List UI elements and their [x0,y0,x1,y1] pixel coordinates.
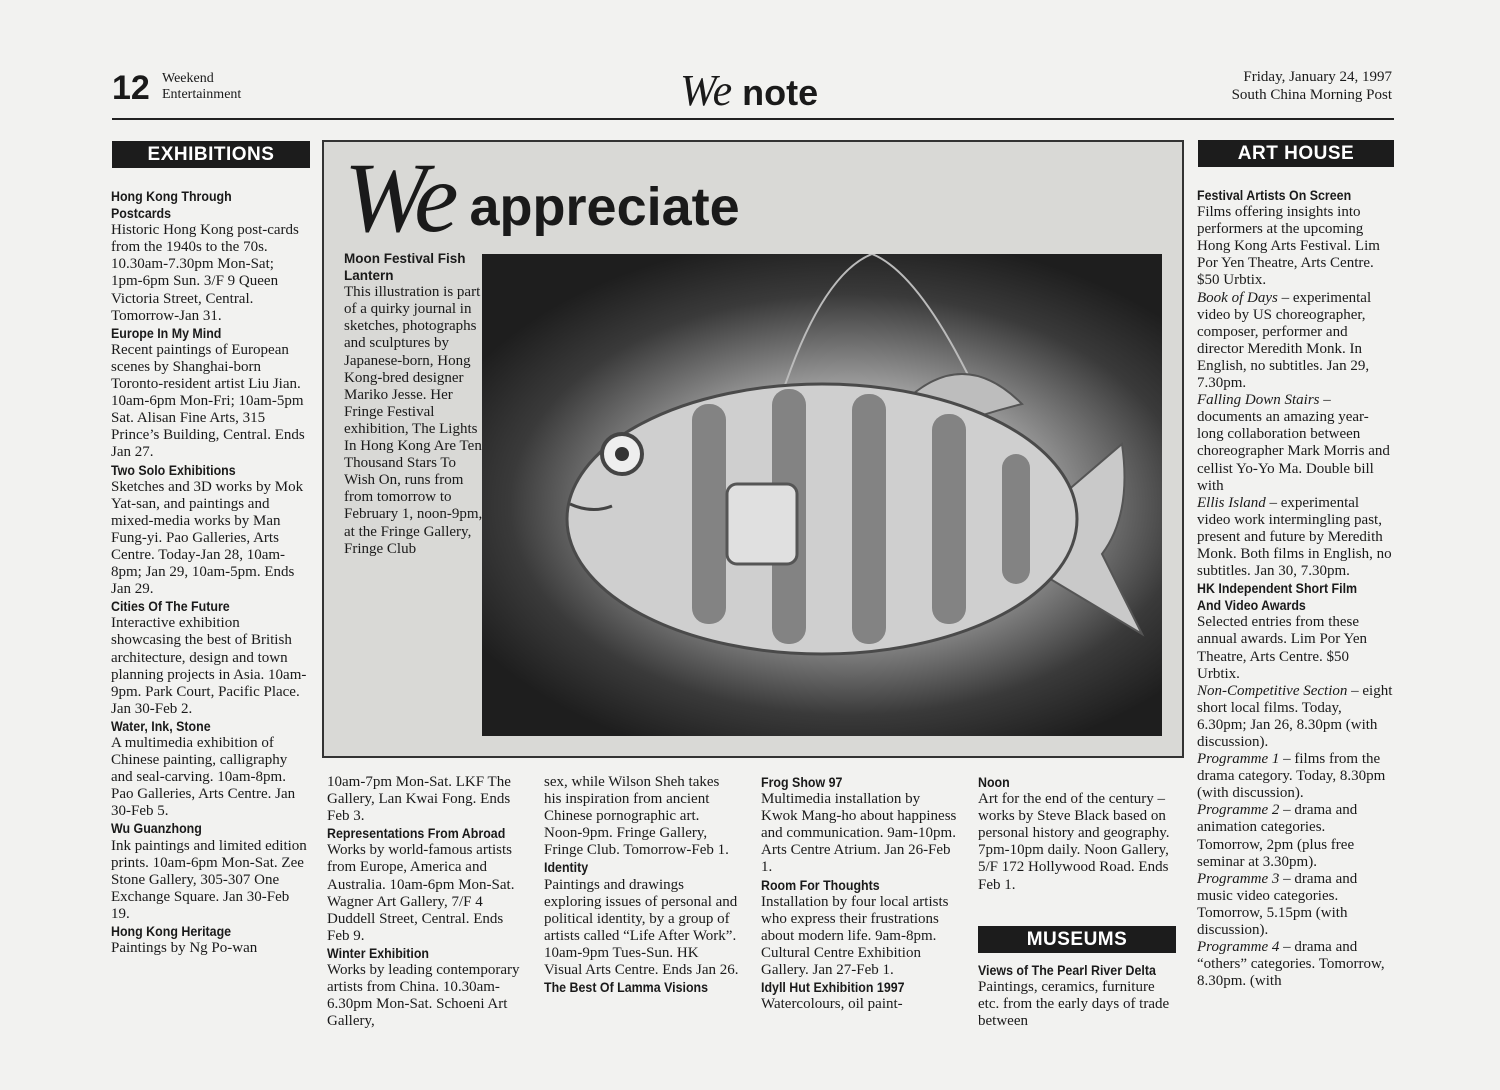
listing-title: Festival Artists On Screen [1197,188,1352,203]
listing-text [1197,683,1393,751]
listing-text [111,479,307,599]
listing-text [1197,939,1393,990]
museums-column [978,962,1174,1030]
masthead-title-rest: note [732,72,819,113]
art-house-column [1197,187,1393,990]
section-line-1: Weekend [162,71,214,86]
listing-text [1197,871,1393,939]
listing-body: – drama and “others” categories. Tomorrow, 8.30pm. (with [1197,939,1385,990]
listing-title: Hong Kong Heritage [111,924,232,940]
listing-entry [327,945,527,1030]
listing-entry [111,923,307,957]
masthead-date-block [1232,68,1392,104]
listing-italic-title: Programme 3 [1197,870,1280,887]
listing-body: Selected entries from these annual awards. Lim Por Yen Theatre, Arts Centre. $50 Urbtix. [1197,614,1367,682]
masthead-we-logo: We [680,66,733,115]
listing-entry [111,718,307,821]
feature-box [322,140,1184,758]
listing-text [978,979,1174,1030]
listing-body: Works by world-famous artists from Europe, America and Australia. 10am-6pm Mon-Sat. Wagner Art Gallery, 7/F 4 Duddell Street, Central. Ends Feb 9. [327,842,515,944]
listing-entry [1197,871,1393,939]
listing-entry [544,859,740,979]
feature-caption [344,250,489,558]
listing-entry [761,774,957,877]
section-line-2: Entertainment [162,87,242,102]
listing-entry [111,462,307,599]
listing-body: Art for the end of the century – works by Steve Black based on personal history and geography. 7pm-10pm daily. Noon Gallery, 5/F 172 Hollywood Road. Ends Feb 1. [978,791,1170,893]
listing-entry [1197,802,1393,870]
listing-text [111,615,307,718]
listing-italic-title: Book of Days [1197,289,1278,306]
listing-text [111,838,307,923]
listing-body: sex, while Wilson Sheh takes his inspiration from ancient Chinese pornographic art. Noon-9pm. Fringe Gallery, Fringe Club. Tomorrow-Feb 1. [544,774,729,859]
feature-we-logo: We [344,142,455,253]
paper-name: South China Morning Post [1231,87,1392,103]
listing-italic-title: Non-Competitive Section [1197,682,1348,699]
listing-italic-title: Ellis Island [1197,494,1266,511]
section-header-museums: MUSEUMS [978,926,1176,953]
listing-body: – documents an amazing year-long collaboration between choreographer Mark Morris and cellist Yo-Yo Ma. Double bill with [1197,392,1390,494]
listing-entry [111,598,307,718]
listing-title: Winter Exhibition [327,945,430,961]
listing-text [1197,204,1393,289]
listing-body: 10am-7pm Mon-Sat. LKF The Gallery, Lan Kwai Fong. Ends Feb 3. [327,774,511,825]
listing-entry [978,962,1174,1030]
listing-title: Water, Ink, Stone [111,718,211,734]
listing-body: – films from the drama category. Today, 8.30pm (with discussion). [1197,751,1386,802]
listing-body: – drama and music video categories. Tomorrow, 5.15pm (with discussion). [1197,870,1358,939]
listing-italic-title: Programme 1 [1197,751,1280,768]
listing-body: Paintings by Ng Po-wan [111,940,258,957]
listing-entry [978,774,1174,894]
listing-body: – eight short local films. Today, 6.30pm; Jan 26, 8.30pm (with discussion). [1197,682,1393,750]
listing-body: Paintings, ceramics, furniture etc. from the early days of trade between [978,979,1170,1030]
listing-body: Films offering insights into performers at the upcoming Hong Kong Arts Festival. Lim Por Yen Theatre, Arts Centre. $50 Urbtix. [1197,204,1380,289]
lower-column-4 [761,774,957,1013]
listing-body: Ink paintings and limited edition prints. 10am-6pm Mon-Sat. Zee Stone Gallery, 305-307 One Exchange Square. Jan 30-Feb 19. [111,837,307,922]
page-number: 12 [112,69,150,107]
listing-entry [544,979,740,996]
lower-column-3 [544,774,740,996]
listing-entry [1197,683,1393,751]
listing-body: Installation by four local artists who express their frustrations about modern life. 9am-8pm. Cultural Centre Exhibition Gallery. Jan 27-Feb 1. [761,893,949,979]
listing-title: Identity [544,860,589,876]
listing-italic-title: Programme 4 [1197,939,1280,956]
listing-entry [1197,939,1393,990]
listing-body: – experimental video by US choreographer, composer, performer and director Meredith Monk. In English, no subtitles. Jan 29, 7.30pm. [1197,289,1372,392]
listing-body: Paintings and drawings exploring issues of personal and political identity, by a group of artists called “Life After Work”. 10am-9pm Tues-Sun. HK Visual Arts Centre. Ends Jan 26. [544,876,739,979]
listing-body: Interactive exhibition showcasing the best of British architecture, design and town planning projects in Asia. 10am-9pm. Park Court, Pacific Place. Jan 30-Feb 2. [111,615,307,717]
listing-text [544,774,740,859]
issue-date: Friday, January 24, 1997 [1243,69,1392,85]
listing-text [544,877,740,980]
listing-title: Views of The Pearl River Delta [978,963,1156,978]
listing-italic-title: Programme 2 [1197,802,1280,819]
listing-title: Cities Of The Future [111,599,230,615]
listing-title: Hong Kong Through Postcards [111,189,232,222]
listing-entry [1197,290,1393,393]
listing-text [111,735,307,820]
masthead-title [680,66,818,118]
listing-body: Multimedia installation by Kwok Mang-ho about happiness and communication. 9am-10pm. Arts Centre Atrium. Jan 26-Feb 1. [761,791,957,876]
caption-text: This illustration is part of a quirky journal in sketches, photographs and sculptures by Japanese-born, Hong Kong-bred designer Mariko Jesse. Her Fringe Festival exhibition, The Lights In Hong Kong Are Ten Thousand Stars To Wish On, runs from from tomorrow to February 1, noon-9pm, at the Fringe Gallery, Fringe Club [344,284,483,557]
fish-lantern-illustration [482,254,1162,736]
listing-text [1197,802,1393,870]
listing-body: – experimental video work intermingling past, present and future by Meredith Monk. Both films in English, no subtitles. Jan 30, 7.30pm. [1197,494,1392,580]
listing-text [761,791,957,876]
listing-body: Historic Hong Kong post-cards from the 1940s to the 70s. 10.30am-7.30pm Mon-Sat; 1pm-6pm Sun. 3/F 9 Queen Victoria Street, Central. Tomorrow-Jan 31. [111,222,299,324]
listing-entry [111,325,307,462]
listing-body: Works by leading contemporary artists from China. 10.30am-6.30pm Mon-Sat. Schoeni Art Gallery, [327,962,520,1030]
listing-title: Room For Thoughts [761,877,880,893]
caption-heading: Moon Festival Fish Lantern [344,251,466,284]
listing-title: Two Solo Exhibitions [111,462,236,478]
section-name [162,71,241,103]
listing-title: HK Independent Short Film And Video Awards [1197,581,1358,614]
listing-entry [1197,751,1393,802]
listing-title: Wu Guanzhong [111,821,202,837]
listing-body: A multimedia exhibition of Chinese painting, calligraphy and seal-carving. 10am-8pm. Pao Galleries, Arts Centre. Jan 30-Feb 5. [111,735,296,820]
listing-text [111,940,307,957]
listing-body: – drama and animation categories. Tomorrow, 2pm (plus free seminar at 3.30pm). [1197,802,1358,870]
listing-title: Europe In My Mind [111,325,222,341]
listing-body: Sketches and 3D works by Mok Yat-san, and paintings and mixed-media works by Man Fung-yi. Pao Galleries, Arts Centre. Today-Jan 28, 10am-8pm; Jan 29, 10am-5pm. Ends Jan 29. [111,478,304,598]
listing-entry [327,774,527,825]
listing-text [111,342,307,462]
listing-entry [327,825,527,945]
listing-text [327,842,527,945]
listing-body: Watercolours, oil paint- [761,996,903,1013]
fish-lantern-photo [482,254,1162,736]
lower-column-2 [327,774,527,1030]
listing-text [111,222,307,325]
listing-title: The Best Of Lamma Visions [544,980,709,996]
listing-text [761,894,957,979]
listing-text [1197,290,1393,393]
listing-entry [1197,495,1393,580]
listing-entry [1197,392,1393,495]
exhibitions-column [111,188,307,957]
listing-text [978,791,1174,894]
listing-title: Representations From Abroad [327,826,506,842]
listing-entry [761,979,957,1013]
section-header-art-house: ART HOUSE [1198,140,1394,167]
listing-body: Recent paintings of European scenes by Shanghai-born Toronto-resident artist Liu Jian. 10am-6pm Mon-Fri; 10am-5pm Sat. Alisan Fine Arts, 315 Prince’s Building, Central. Ends Jan 27. [111,341,305,461]
listing-title: Frog Show 97 [761,775,843,790]
feature-title [344,142,740,257]
section-header-exhibitions: EXHIBITIONS [112,141,310,168]
listing-entry [1197,580,1393,683]
listing-entry [544,774,740,859]
masthead-rule [112,118,1394,120]
listing-italic-title: Falling Down Stairs [1197,392,1320,409]
listing-entry [1197,187,1393,290]
listing-entry [111,188,307,325]
listing-text [761,996,957,1013]
listing-entry [761,877,957,980]
listing-title: Idyll Hut Exhibition 1997 [761,980,905,996]
lower-column-5 [978,774,1174,894]
listing-entry [111,820,307,923]
listing-text [1197,751,1393,802]
listing-text [1197,614,1393,682]
listing-title: Noon [978,775,1010,790]
listing-text [1197,495,1393,580]
feature-title-rest: appreciate [454,177,740,237]
listing-text [327,962,527,1030]
listing-text [1197,392,1393,495]
listing-text [327,774,527,825]
